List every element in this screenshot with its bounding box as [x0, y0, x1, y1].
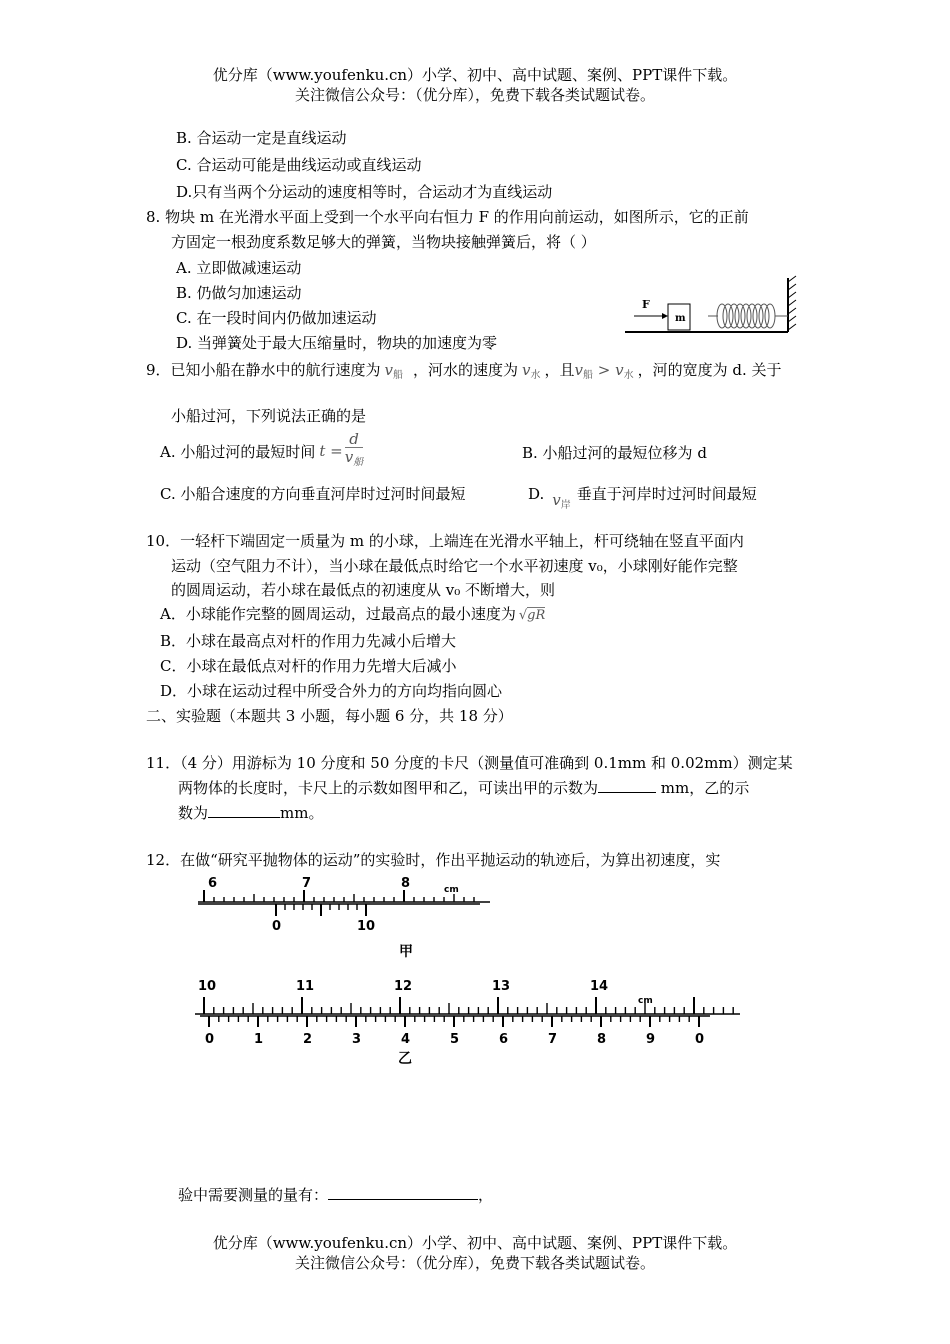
- spring-coils: [708, 304, 788, 328]
- q8-option-d: D. 当弹簧处于最大压缩量时，物块的加速度为零: [176, 334, 498, 352]
- q10-stem-line2: 运动（空气阻力不计），当小球在最低点时给它一个水平初速度 v₀，小球刚好能作完整: [171, 557, 738, 575]
- yi-vernier-labels: [205, 1032, 704, 1047]
- q9-stem-line1: 9．已知小船在静水中的航行速度为 $v_船$ ，河水的速度为 $v_水$ ，且$v_船 > v_水$ ，河的宽度为 d. 关于: [146, 361, 782, 381]
- q8-stem-line2: 方固定一根劲度系数足够大的弹簧，当物块接触弹簧后，将（ ）: [171, 233, 596, 251]
- yi-main-scale-ticks: [204, 997, 733, 1014]
- q11-stem-line3: 数为 mm。: [178, 804, 324, 822]
- jia-main-label-7: 7: [302, 876, 312, 891]
- q12-stem-line2: 验中需要测量的量有： ，: [178, 1186, 494, 1204]
- yi-caption: 乙: [398, 1051, 412, 1067]
- q9-fraction: $\frac{d}{v_船}$: [344, 429, 364, 468]
- block-label: m: [675, 313, 686, 324]
- jia-unit-label: cm: [444, 885, 459, 895]
- yi-vernier-label: 9: [646, 1032, 656, 1047]
- yi-vernier-label: 0: [205, 1032, 215, 1047]
- answer-blank-jia[interactable]: [598, 792, 656, 793]
- footer-line-2: 关注微信公众号：（优分库），免费下载各类试题试卷。: [294, 1254, 655, 1272]
- q9-option-d: D. $v_岸$垂直于河岸时过河时间最短: [528, 485, 757, 511]
- q10-stem-line3: 的圆周运动，若小球在最低点的初速度从 v₀ 不断增大，则: [171, 581, 556, 599]
- q10-option-d: D．小球在运动过程中所受合外力的方向均指向圆心: [160, 682, 503, 700]
- jia-vernier-scale-ticks: [276, 904, 366, 916]
- q10-option-c: C．小球在最低点对杆的作用力先增大后减小: [160, 657, 457, 675]
- yi-vernier-label: 7: [548, 1032, 558, 1047]
- q10-stem-line1: 10．一轻杆下端固定一质量为 m 的小球，上端连在光滑水平轴上，杆可绕轴在竖直平面内: [146, 532, 744, 550]
- q11-stem-line2: 两物体的长度时，卡尺上的示数如图甲和乙，可读出甲的示数为 mm，乙的示: [178, 779, 750, 797]
- yi-vernier-scale-ticks: [209, 1016, 699, 1027]
- yi-main-label-14: 14: [590, 979, 609, 994]
- q7-option-b: B. 合运动一定是直线运动: [176, 129, 347, 147]
- q9-stem-line2: 小船过河，下列说法正确的是: [171, 407, 367, 425]
- yi-vernier-label: 4: [401, 1032, 411, 1047]
- section-2-heading: 二、实验题（本题共 3 小题，每小题 6 分，共 18 分）: [146, 707, 513, 725]
- sqrt-expression: √gR: [518, 608, 546, 623]
- wall-hatch: [788, 276, 796, 330]
- yi-vernier-label: 2: [303, 1032, 313, 1047]
- q12-stem-line1: 12．在做“研究平抛物体的运动”的实验时，作出平抛运动的轨迹后，为算出初速度，实: [146, 851, 721, 869]
- header-line-1: 优分库（www.youfenku.cn）小学、初中、高中试题、案例、PPT课件下载。: [212, 66, 738, 84]
- yi-vernier-label: 5: [450, 1032, 460, 1047]
- yi-vernier-label: 3: [352, 1032, 362, 1047]
- yi-unit-label: cm: [638, 996, 653, 1006]
- q9-option-b: B. 小船过河的最短位移为 d: [522, 444, 707, 462]
- q9-option-c: C. 小船合速度的方向垂直河岸时过河时间最短: [160, 485, 466, 503]
- footer-line-1: 优分库（www.youfenku.cn）小学、初中、高中试题、案例、PPT课件下载。: [212, 1234, 738, 1252]
- header-line-2: 关注微信公众号：（优分库），免费下载各类试题试卷。: [294, 86, 655, 104]
- jia-caption: 甲: [399, 944, 413, 960]
- caliper-jia: [190, 872, 490, 962]
- yi-main-label-12: 12: [394, 979, 413, 994]
- answer-blank-yi[interactable]: [208, 817, 280, 818]
- yi-vernier-label: 1: [254, 1032, 264, 1047]
- jia-vernier-label-10: 10: [357, 919, 376, 934]
- jia-main-label-6: 6: [208, 876, 218, 891]
- jia-main-label-8: 8: [401, 876, 411, 891]
- spring-block-figure: [620, 272, 800, 338]
- q7-option-d: D.只有当两个分运动的速度相等时，合运动才为直线运动: [176, 183, 553, 201]
- yi-vernier-label: 8: [597, 1032, 607, 1047]
- q8-stem-line1: 8. 物块 m 在光滑水平面上受到一个水平向右恒力 F 的作用向前运动，如图所示，它的正前: [146, 208, 749, 226]
- caliper-yi: [190, 975, 750, 1067]
- force-label: F: [642, 298, 650, 311]
- jia-main-scale-ticks: [204, 890, 474, 902]
- q8-option-a: A. 立即做减速运动: [176, 259, 302, 277]
- yi-vernier-label: 0: [695, 1032, 705, 1047]
- q7-option-c: C. 合运动可能是曲线运动或直线运动: [176, 156, 422, 174]
- jia-vernier-label-0: 0: [272, 919, 282, 934]
- yi-main-label-13: 13: [492, 979, 511, 994]
- q9-option-a: A. 小船过河的最短时间 t = $\frac{d}{v_船}$: [160, 430, 363, 472]
- yi-main-label-10: 10: [198, 979, 217, 994]
- q8-option-b: B. 仍做匀加速运动: [176, 284, 302, 302]
- q11-stem-line1: 11．（4 分）用游标为 10 分度和 50 分度的卡尺（测量值可准确到 0.1mm 和 0.02mm）测定某: [146, 754, 793, 772]
- answer-blank-q12[interactable]: [328, 1199, 478, 1200]
- yi-vernier-label: 6: [499, 1032, 509, 1047]
- q8-option-c: C. 在一段时间内仍做加速运动: [176, 309, 377, 327]
- q10-option-a: A．小球能作完整的圆周运动，过最高点的最小速度为 √gR: [160, 604, 545, 626]
- q10-option-b: B．小球在最高点对杆的作用力先减小后增大: [160, 632, 457, 650]
- yi-main-label-11: 11: [296, 979, 315, 994]
- force-arrow-head: [662, 313, 668, 319]
